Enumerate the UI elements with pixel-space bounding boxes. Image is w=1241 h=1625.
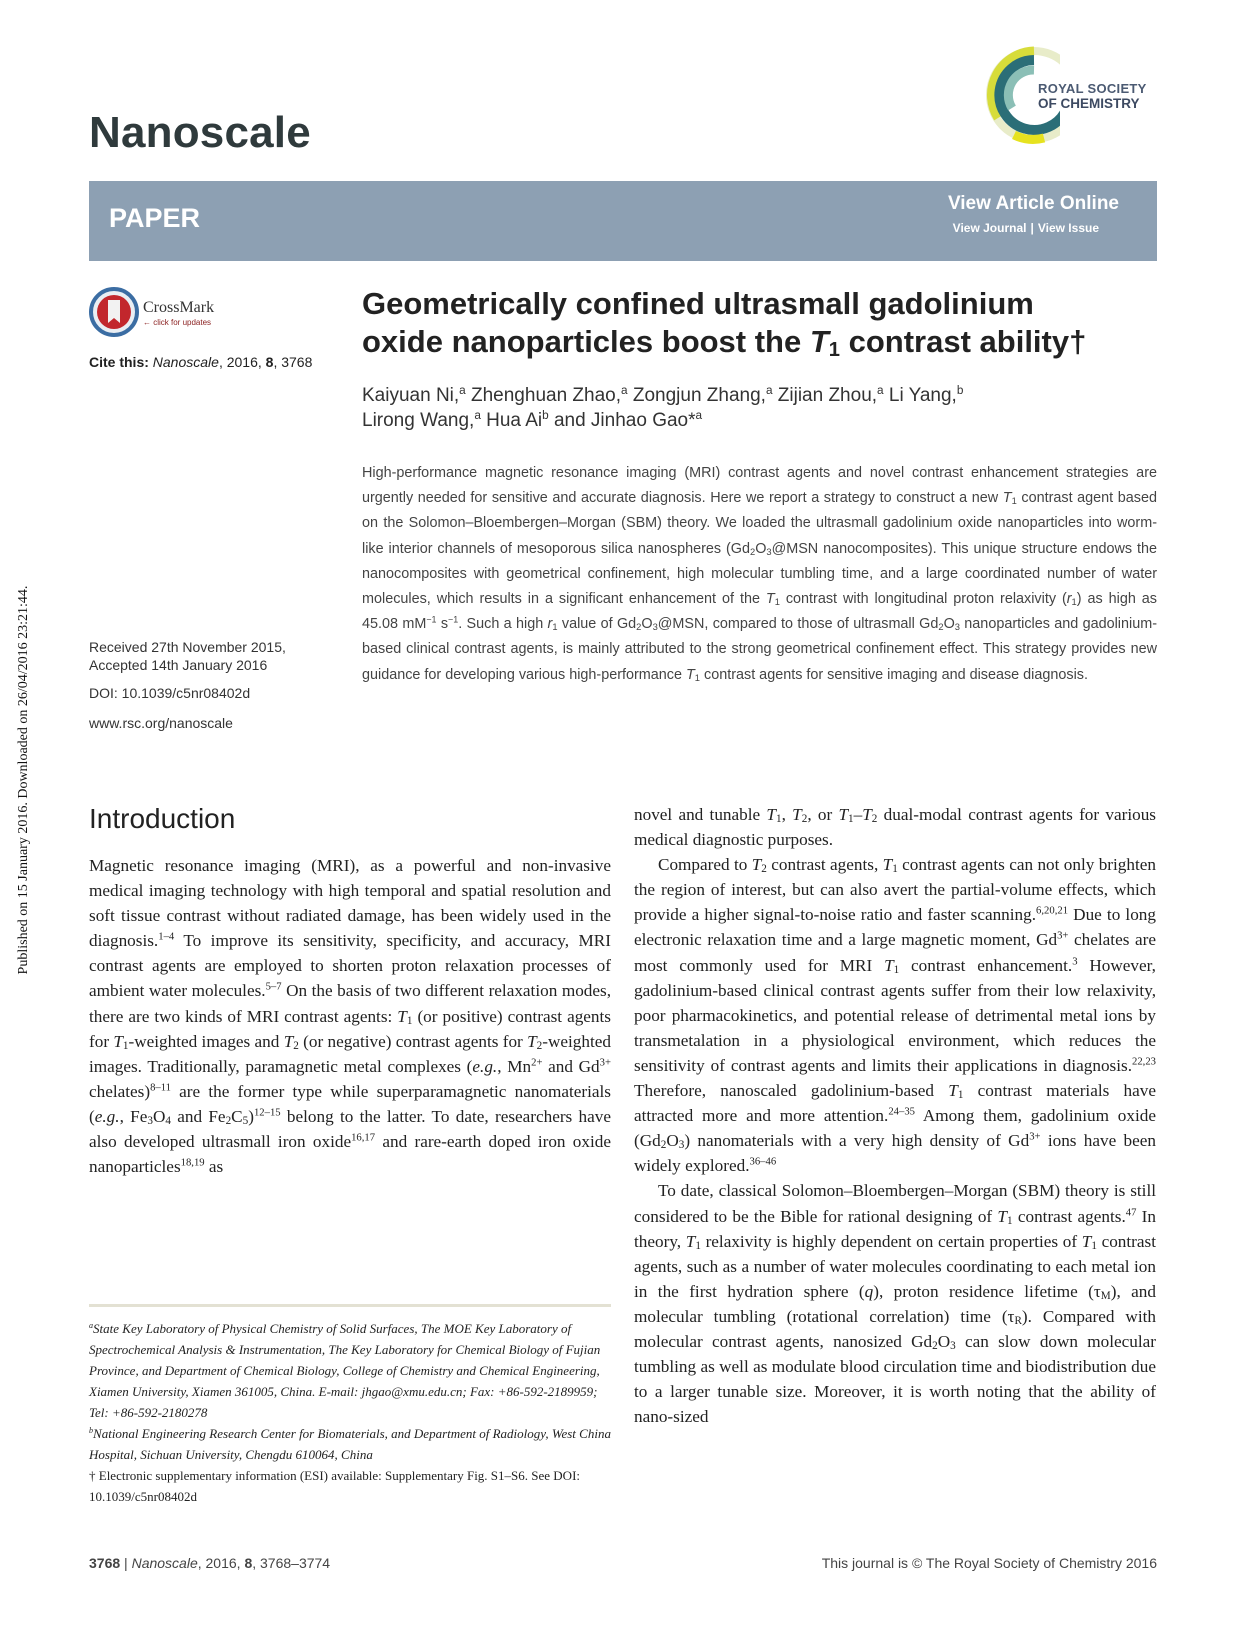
article-meta — [89, 638, 286, 732]
rsc-name-line1: ROYAL SOCIETY — [1038, 81, 1147, 96]
footnotes — [89, 1318, 611, 1507]
crossmark-sub: ← click for updates — [143, 318, 212, 327]
crossmark-badge[interactable] — [89, 287, 229, 337]
affiliation-b: $^b$National Engineering Research Center for Biomaterials, and Department of Radiology, West China Hospital, Sichuan University, Chengdu 610064, China — [89, 1426, 611, 1462]
publication-stamp: Published on 15 January 2016. Downloaded on 26/04/2016 23:21:44. — [16, 585, 31, 975]
affiliation-a: $^a$State Key Laboratory of Physical Chemistry of Solid Surfaces, The MOE Key Laboratory of Spectrochemical Analysis & Instrumentation, The Key Laboratory for Chemical Biology of Fujian Province, and Department of Chemical Biology, College of Chemistry and Chemical Engineering, Xiamen University, Xiamen 361005, China. E-mail: jhgao@xmu.edu.cn; Fax: +86-592-2189959; Tel: +86-592-2180278 — [89, 1321, 601, 1420]
section-heading-introduction: Introduction — [89, 803, 236, 834]
paper-title: Geometrically confined ultrasmall gadolinium oxide nanoparticles boost the $T_1$ contrast ability† — [362, 286, 1087, 362]
author-list: Kaiyuan Ni,$^a$ Zhenghuan Zhao,$^a$ Zongjun Zhang,$^a$ Zijian Zhou,$^a$ Li Yang,$^b$ Lirong Wang,$^a$ Hua Ai$^b$ and Jinhao Gao*$^a$ — [362, 383, 964, 431]
view-journal-link[interactable]: View Journal — [952, 221, 1027, 235]
article-type: PAPER — [109, 203, 201, 233]
crossmark-label: CrossMark — [143, 299, 215, 316]
rsc-logo[interactable] — [984, 40, 1160, 150]
doi[interactable]: DOI: 10.1039/c5nr08402d — [89, 685, 251, 701]
intro-right-column — [634, 802, 1156, 1429]
intro-paragraph-3: To date, classical Solomon–Bloembergen–Morgan (SBM) theory is still considered to be the Bible for rational designing of $T_1$ contrast agents.$^{47}$ In theory, $T_1$ relaxivity is highly dependent on certain properties of $T_1$ contrast agents, such as a number of water molecules coordinating to each metal ion in the first hydration sphere (q), proton residence lifetime $(\tau_M)$, and molecular tumbling (rotational correlation) time $(\tau_R)$. Compared with molecular contrast agents, nanosized $Gd_2O_3$ can slow down molecular tumbling as well as modulate blood circulation time and biodistribution due to a larger tunable size. Moreover, it is worth noting that the ability of nano-sized — [634, 1181, 1156, 1427]
intro-paragraph-2: Compared to $T_2$ contrast agents, $T_1$ contrast agents can not only brighten the region of interest, but can also avert the partial-volume effects, which provide a higher signal-to-noise ratio and faster scanning.$^{6,20,21}$ Due to long electronic relaxation time and a large magnetic moment, $Gd^{3+}$ chelates are most commonly used for MRI $T_1$ contrast enhancement.$^3$ However, gadolinium-based clinical contrast agents suffer from their low relaxivity, poor pharmacokinetics, and potential release of detrimental metal ions by transmetalation in a physiological environment, which reduces the sensitivity of contrast agents and limits their applications in diagnosis.$^{22,23}$ Therefore, nanoscaled gadolinium-based $T_1$ contrast materials have attracted more and more attention.$^{24-35}$ Among them, gadolinium oxide $(Gd_2O_3)$ nanomaterials with a very high density of $Gd^{3+}$ ions have been widely explored.$^{36-46}$ — [634, 855, 1156, 1176]
accepted-date: Accepted 14th January 2016 — [89, 657, 268, 673]
intro-left-column — [89, 853, 611, 1179]
page-footer-copyright: This journal is © The Royal Society of Chemistry 2016 — [821, 1555, 1157, 1571]
view-issue-link[interactable]: View Issue — [1037, 221, 1099, 235]
journal-title: Nanoscale — [89, 108, 311, 157]
article-banner — [89, 181, 1157, 261]
cite-this: Cite this: Nanoscale, 2016, 8, 3768 — [89, 354, 313, 370]
crossmark-icon — [89, 287, 139, 337]
intro-paragraph-1-cont: novel and tunable $T_1$, $T_2$, or $T_1-T_2$ dual-modal contrast agents for various medical diagnostic purposes. — [634, 805, 1156, 850]
link-separator: | — [1030, 221, 1034, 235]
esi-note: † Electronic supplementary information (ESI) available: Supplementary Fig. S1–S6. See DOI: 10.1039/c5nr08402d — [89, 1468, 581, 1504]
banner-links — [953, 221, 1099, 235]
intro-paragraph-1: Magnetic resonance imaging (MRI), as a powerful and non-invasive medical imaging technology with high temporal and spatial resolution and soft tissue contrast without radiated damage, has been widely used in the diagnosis.$^{1-4}$ To improve its sensitivity, specificity, and accuracy, MRI contrast agents are employed to shorten proton relaxation processes of ambient water molecules.$^{5-7}$ On the basis of two different relaxation modes, there are two kinds of MRI contrast agents: $T_1$ (or positive) contrast agents for $T_1$-weighted images and $T_2$ (or negative) contrast agents for $T_2$-weighted images. Traditionally, paramagnetic metal complexes (e.g., $Mn^{2+}$ and $Gd^{3+}$ chelates)$^{8-11}$ are the former type while superparamagnetic nanomaterials (e.g., $Fe_3O_4$ and $Fe_2C_5)^{12-15}$ belong to the latter. To date, researchers have also developed ultrasmall iron oxide$^{16,17}$ and rare-earth doped iron oxide nanoparticles$^{18,19}$ as — [89, 856, 611, 1177]
page-footer-citation: 3768 | Nanoscale, 2016, 8, 3768–3774 — [89, 1555, 331, 1571]
journal-url[interactable]: www.rsc.org/nanoscale — [89, 715, 233, 731]
abstract: High-performance magnetic resonance imaging (MRI) contrast agents and novel contrast enhancement strategies are urgently needed for sensitive and accurate diagnosis. Here we report a strategy to construct a new $T_1$ contrast agent based on the Solomon–Bloembergen–Morgan (SBM) theory. We loaded the ultrasmall gadolinium oxide nanoparticles into worm-like interior channels of mesoporous silica nanospheres ($Gd_2O_3@MSN$ nanocomposites). This unique structure endows the nanocomposites with geometrical confinement, high molecular tumbling time, and a large coordinated number of water molecules, which results in a significant enhancement of the $T_1$ contrast with longitudinal proton relaxivity $(r_1)$ as high as 45.08 $mM^{-1}$ $s^{-1}$. Such a high $r_1$ value of $Gd_2O_3@MSN$, compared to those of ultrasmall $Gd_2O_3$ nanoparticles and gadolinium-based clinical contrast agents, is mainly attributed to the strong geometrical confinement effect. This strategy provides new guidance for developing various high-performance $T_1$ contrast agents for sensitive imaging and disease diagnosis. — [362, 465, 1157, 683]
footnote-divider — [89, 1304, 611, 1307]
rsc-name-line2: OF CHEMISTRY — [1038, 96, 1140, 111]
received-date: Received 27th November 2015, — [89, 639, 286, 655]
view-article-online-link[interactable]: View Article Online — [947, 193, 1119, 214]
